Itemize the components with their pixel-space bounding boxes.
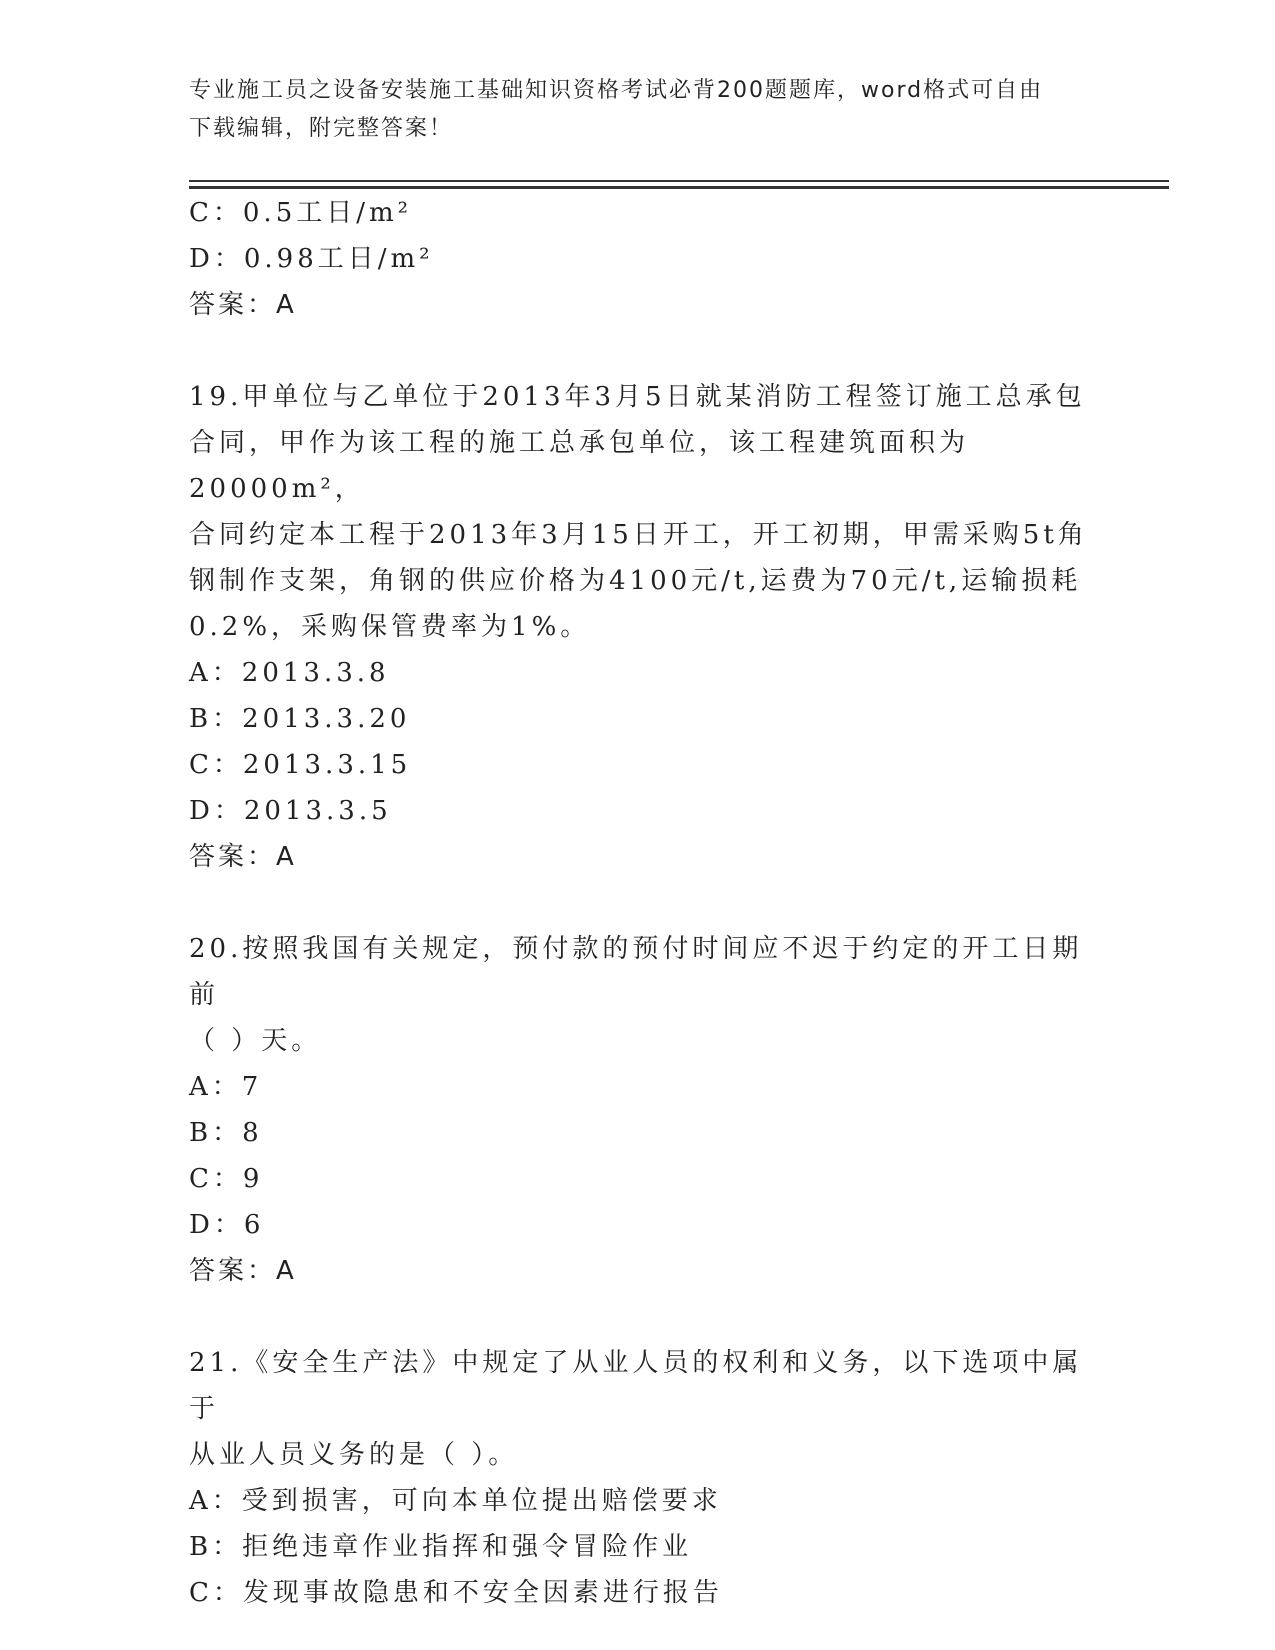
spacer <box>189 328 1089 374</box>
spacer <box>189 880 1089 926</box>
option-a: A：受到损害，可向本单位提出赔偿要求 <box>189 1486 722 1516</box>
question-line: 合同约定本工程于2013年3月15日开工，开工初期，甲需采购5t角 <box>189 520 1088 550</box>
answer-label: 答案：A <box>189 1256 297 1286</box>
option-b: B：拒绝违章作业指挥和强令冒险作业 <box>189 1532 693 1562</box>
option-c: C：2013.3.15 <box>189 750 412 780</box>
option-d: D：0.98工日/m² <box>189 244 434 274</box>
option-b: B：2013.3.20 <box>189 704 411 734</box>
option-b: B：8 <box>189 1118 263 1148</box>
question-line: 钢制作支架，角钢的供应价格为4100元/t,运费为70元/t,运输损耗 <box>189 566 1082 596</box>
question-21 <box>189 1340 1089 1616</box>
option-d: D：6 <box>189 1210 265 1240</box>
option-c: C：0.5工日/m² <box>189 198 413 228</box>
question-line: 20.按照我国有关规定，预付款的预付时间应不迟于约定的开工日期前 <box>189 934 1083 1010</box>
question-line: 从业人员义务的是（ ）。 <box>189 1440 519 1470</box>
question-20 <box>189 926 1089 1294</box>
question-line: （ ）天。 <box>189 1026 322 1056</box>
option-c: C：发现事故隐患和不安全因素进行报告 <box>189 1578 723 1608</box>
header-divider-thick <box>189 186 1169 189</box>
answer-label: 答案：A <box>189 290 297 320</box>
option-c: C：9 <box>189 1164 264 1194</box>
option-a: A：7 <box>189 1072 263 1102</box>
question-line: 0.2%，采购保管费率为1%。 <box>189 612 591 642</box>
question-19 <box>189 374 1089 880</box>
header-line-2: 下载编辑，附完整答案！ <box>189 116 454 141</box>
option-d: D：2013.3.5 <box>189 796 392 826</box>
option-a: A：2013.3.8 <box>189 658 390 688</box>
spacer <box>189 1294 1089 1340</box>
header-line-1: 专业施工员之设备安装施工基础知识资格考试必背200题题库，word格式可自由 <box>189 78 1044 103</box>
answer-label: 答案：A <box>189 842 297 872</box>
question-line: 21.《安全生产法》中规定了从业人员的权利和义务，以下选项中属于 <box>189 1348 1083 1424</box>
header-divider-thin <box>189 180 1169 182</box>
question-line: 合同，甲作为该工程的施工总承包单位，该工程建筑面积为20000m²， <box>189 428 970 504</box>
question-line: 19.甲单位与乙单位于2013年3月5日就某消防工程签订施工总承包 <box>189 382 1086 412</box>
page-header <box>189 72 1089 148</box>
question-18-tail <box>189 190 1089 328</box>
question-list <box>189 190 1089 1616</box>
